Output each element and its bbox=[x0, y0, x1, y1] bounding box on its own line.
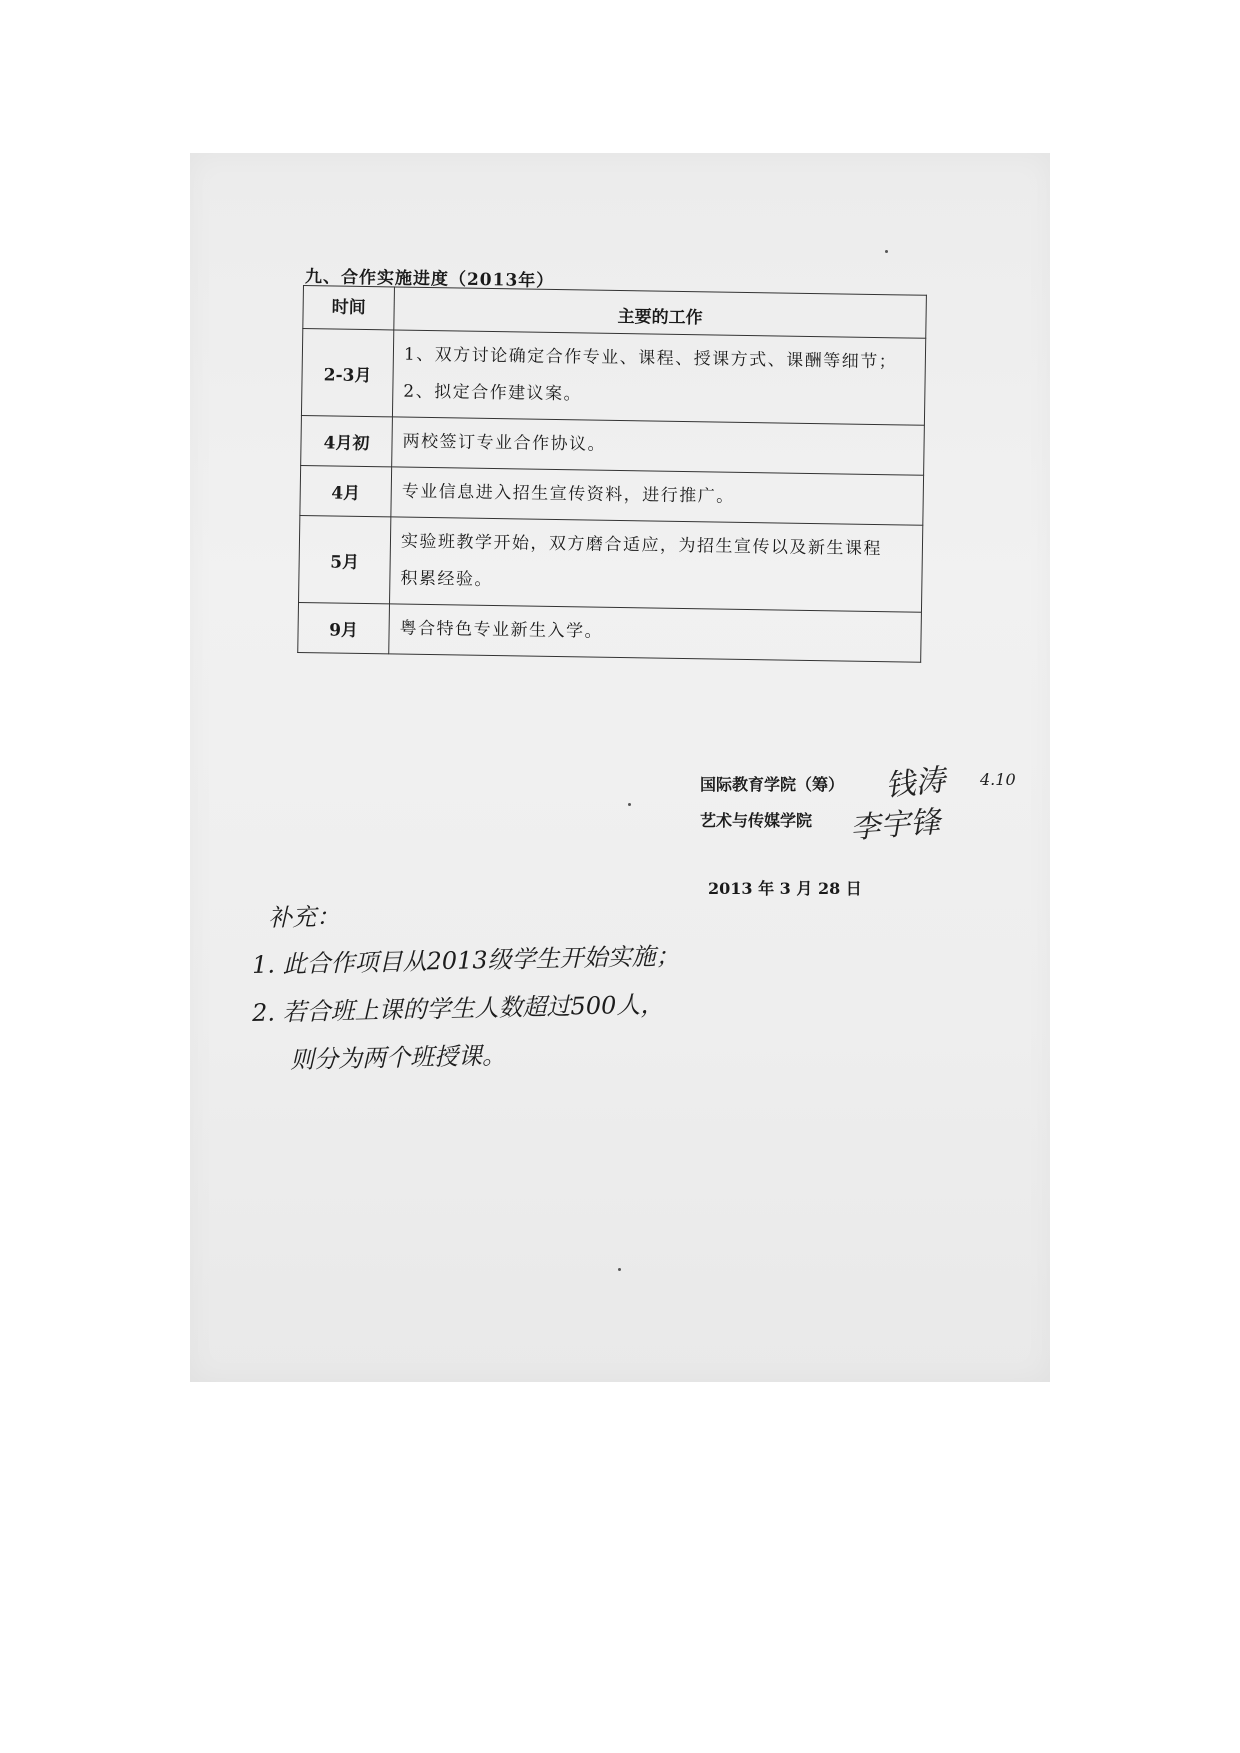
header-time: 时间 bbox=[303, 286, 395, 330]
row-time: 4月 bbox=[300, 465, 392, 516]
section-title: 九、合作实施进度（2013年） bbox=[304, 267, 555, 292]
work-line: 实验班教学开始，双方磨合适应，为招生宣传以及新生课程 bbox=[400, 531, 883, 560]
row-work bbox=[390, 517, 923, 612]
work-line: 粤合特色专业新生入学。 bbox=[399, 618, 604, 642]
row-time: 4月初 bbox=[301, 415, 393, 466]
note-line: 2. 若合班上课的学生人数超过500人， bbox=[251, 990, 665, 1027]
table-row bbox=[301, 329, 925, 426]
work-line: 2、拟定合作建议案。 bbox=[403, 381, 583, 405]
signature-handwritten: 李宇锋 bbox=[849, 804, 942, 847]
signature-date-handwritten: 4.10 bbox=[980, 770, 1016, 789]
row-work bbox=[389, 604, 922, 662]
note-line: 则分为两个班授课。 bbox=[289, 1041, 507, 1074]
row-work bbox=[391, 467, 924, 525]
work-line: 两校签订专业合作协议。 bbox=[402, 431, 607, 455]
schedule-table bbox=[297, 285, 927, 663]
paper-speck bbox=[618, 1268, 621, 1271]
row-work bbox=[392, 417, 925, 475]
row-time: 9月 bbox=[298, 602, 390, 653]
org-name-arts: 艺术与传媒学院 bbox=[700, 811, 813, 830]
row-time: 2-3月 bbox=[301, 329, 393, 417]
row-work bbox=[392, 330, 925, 425]
table-row bbox=[299, 515, 923, 612]
work-line: 积累经验。 bbox=[400, 568, 494, 591]
notes-title: 补充： bbox=[267, 902, 341, 932]
row-time: 5月 bbox=[299, 515, 391, 603]
note-line: 1. 此合作项目从2013级学生开始实施； bbox=[251, 942, 680, 979]
work-line: 1、双方讨论确定合作专业、课程、授课方式、课酬等细节； bbox=[403, 344, 898, 373]
paper-speck bbox=[628, 803, 631, 806]
paper-speck bbox=[885, 250, 888, 253]
document-date: 2013 年 3 月 28 日 bbox=[708, 879, 862, 898]
signature-handwritten: 钱涛 bbox=[883, 762, 948, 805]
work-line: 专业信息进入招生宣传资料，进行推广。 bbox=[401, 481, 735, 507]
table-row bbox=[298, 602, 922, 662]
org-name-international: 国际教育学院（筹） bbox=[700, 775, 845, 794]
header-work: 主要的工作 bbox=[394, 287, 927, 338]
